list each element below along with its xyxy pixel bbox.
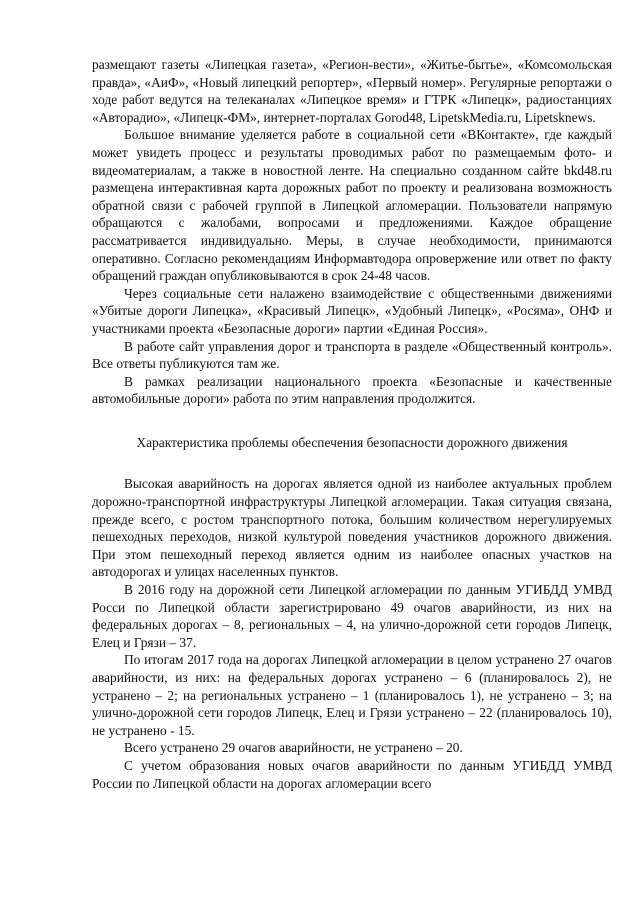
paragraph-total-eliminated: Всего устранено 29 очагов аварийности, не устранено – 20. bbox=[124, 740, 463, 756]
paragraph-media-list: размещают газеты «Липецкая газета», «Регион-вести», «Житье-бытье», «Комсомольская правда», «АиФ», «Новый липецкий репортер», «Первый номер». Регулярные репортажи о ходе работ ведутся на телеканалах «Липецкое время» и ГТРК «Липецк», радиостанциях «Авторадио», «Липецк-ФМ», интернет-порталах Gorod48, LipetskMedia.ru, Lipetsknews. bbox=[92, 57, 612, 125]
paragraph-2016-data: В 2016 году на дорожной сети Липецкой агломерации по данным УГИБДД УМВД Росси по Липецкой области зарегистрировано 49 очагов аварийности, из них на федеральных дорогах – 8, региональных – 4, на улично-дорожной сети городов Липецк, Елец и Грязи – 37. bbox=[92, 582, 612, 650]
section-heading: Характеристика проблемы обеспечения безопасности дорожного движения bbox=[136, 434, 568, 450]
document-page bbox=[92, 56, 612, 792]
paragraph-public-control: В работе сайт управления дорог и транспорта в разделе «Общественный контроль». Все ответы публикуются там же. bbox=[92, 338, 612, 372]
paragraph-national-project: В рамках реализации национального проекта «Безопасные и качественные автомобильные дороги» работа по этим направления продолжится. bbox=[92, 373, 612, 407]
paragraph-social-network: Большое внимание уделяется работе в социальной сети «ВКонтакте», где каждый может увидеть процесс и результаты проводимых работ по размещаемым фото- и видеоматериалам, а также в новостной ленте. На специально созданном сайте bkd48.ru размещена интерактивная карта дорожных работ по проекту и реализована возможность обратной связи с рабочей группой в Липецкой агломерации. Пользователи напрямую обращаются с жалобами, вопросами и предложениями. Каждое обращение рассматривается индивидуально. Меры, в случае необходимости, принимаются оперативно. Согласно рекомендациям Информавтодора опровержение или ответ по факту обращений граждан опубликовываются в срок 24-48 часов. bbox=[92, 127, 612, 284]
paragraph-new-hotspots: С учетом образования новых очагов аварийности по данным УГИБДД УМВД России по Липецкой области на дорогах агломерации всего bbox=[92, 757, 612, 791]
paragraph-2017-results: По итогам 2017 года на дорогах Липецкой агломерации в целом устранено 27 очагов аварийности, из них: на федеральных дорогах устранено – 6 (планировалось 2), не устранено – 2; на региональных устранено – 1 (планировалось 1), не устранено – 3; на улично-дорожной сети городов Липецк, Елец и Грязи устранено – 22 (планировалось 10), не устранено - 15. bbox=[92, 652, 612, 738]
paragraph-public-movements: Через социальные сети налажено взаимодействие с общественными движениями «Убитые дороги Липецка», «Красивый Липецк», «Удобный Липецк», «Росяма», ОНФ и участниками проекта «Безопасные дороги» партии «Единая Россия». bbox=[92, 285, 612, 336]
paragraph-accident-rate: Высокая аварийность на дорогах является одной из наиболее актуальных проблем дорожно-транспортной инфраструктуры Липецкой агломерации. Такая ситуация связана, прежде всего, с ростом транспортного потока, большим количеством нерегулируемых пешеходных переходов, низкой культурой поведения участников дорожного движения. При этом пешеходный переход является одним из наиболее опасных участков на автодорогах и улицах населенных пунктов. bbox=[92, 476, 612, 580]
